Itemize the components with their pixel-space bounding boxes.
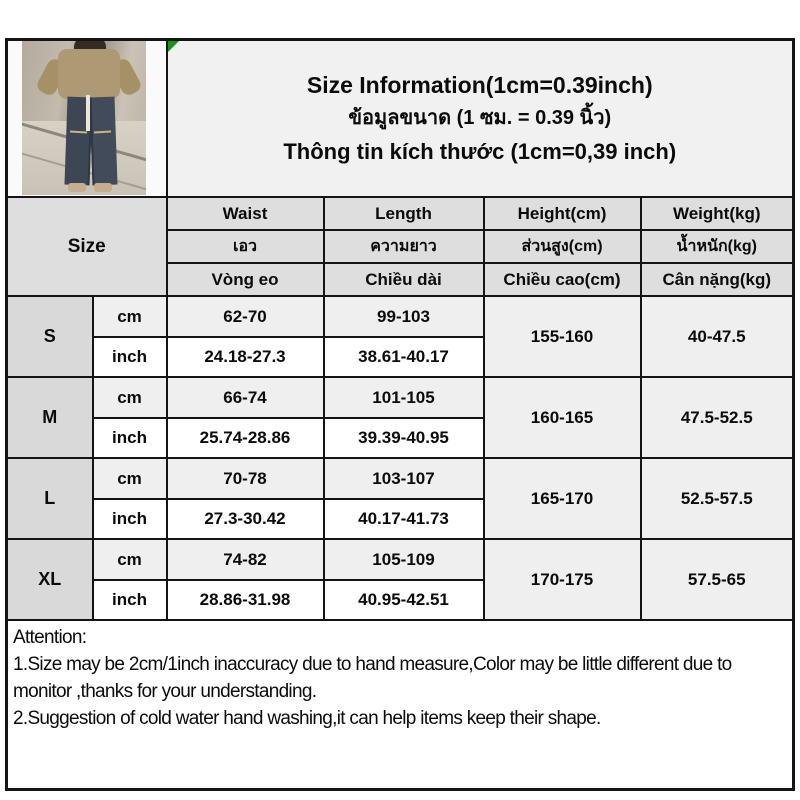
unit-label-cm: cm <box>93 539 167 580</box>
waist-header-th: เอว <box>167 230 324 263</box>
xl-waist-inch: 28.86-31.98 <box>167 580 324 620</box>
size-column-header: Size <box>7 197 167 296</box>
model-sweater <box>58 49 120 99</box>
product-photo-cell <box>7 40 167 198</box>
table-row-s-cm <box>7 296 794 337</box>
l-length-inch: 40.17-41.73 <box>324 499 484 539</box>
s-waist-inch: 24.18-27.3 <box>167 337 324 377</box>
unit-label-inch: inch <box>93 580 167 620</box>
size-label-l: L <box>7 458 93 539</box>
height-header-th: ส่วนสูง(cm) <box>484 230 641 263</box>
length-header-en: Length <box>324 197 484 230</box>
table-row-m-cm <box>7 377 794 418</box>
size-label-xl: XL <box>7 539 93 620</box>
model-jeans-right-leg <box>89 97 117 186</box>
product-photo <box>22 40 146 196</box>
xl-length-cm: 105-109 <box>324 539 484 580</box>
l-length-cm: 103-107 <box>324 458 484 499</box>
title-thai: ข้อมูลขนาด (1 ซม. = 0.39 นิ้ว) <box>348 107 612 129</box>
waist-header-en: Waist <box>167 197 324 230</box>
weight-header-en: Weight(kg) <box>641 197 794 230</box>
xl-weight: 57.5-65 <box>641 539 794 620</box>
s-waist-cm: 62-70 <box>167 296 324 337</box>
unit-label-cm: cm <box>93 458 167 499</box>
model-shoe-left <box>68 183 86 192</box>
unit-label-inch: inch <box>93 499 167 539</box>
m-waist-inch: 25.74-28.86 <box>167 418 324 458</box>
attention-row <box>7 620 794 790</box>
xl-waist-cm: 74-82 <box>167 539 324 580</box>
header-row-english <box>7 197 794 230</box>
table-row-l-cm <box>7 458 794 499</box>
title-cell <box>167 40 794 198</box>
s-weight: 40-47.5 <box>641 296 794 377</box>
size-label-m: M <box>7 377 93 458</box>
unit-label-cm: cm <box>93 377 167 418</box>
m-height: 160-165 <box>484 377 641 458</box>
attention-note-1: 1.Size may be 2cm/1inch inaccuracy due to hand measure,Color may be little different due to monitor ,thanks for your understanding. <box>13 654 732 702</box>
title-english: Size Information(1cm=0.39inch) <box>306 72 653 98</box>
weight-header-th: น้ำหนัก(kg) <box>641 230 794 263</box>
model-shoe-right <box>94 183 112 192</box>
l-waist-cm: 70-78 <box>167 458 324 499</box>
table-row-xl-cm <box>7 539 794 580</box>
s-length-cm: 99-103 <box>324 296 484 337</box>
height-header-en: Height(cm) <box>484 197 641 230</box>
l-height: 165-170 <box>484 458 641 539</box>
m-length-inch: 39.39-40.95 <box>324 418 484 458</box>
l-weight: 52.5-57.5 <box>641 458 794 539</box>
unit-label-cm: cm <box>93 296 167 337</box>
xl-length-inch: 40.95-42.51 <box>324 580 484 620</box>
weight-header-vi: Cân nặng(kg) <box>641 263 794 296</box>
green-corner-flag-icon <box>168 41 179 52</box>
s-length-inch: 38.61-40.17 <box>324 337 484 377</box>
length-header-th: ความยาว <box>324 230 484 263</box>
height-header-vi: Chiều cao(cm) <box>484 263 641 296</box>
m-weight: 47.5-52.5 <box>641 377 794 458</box>
size-label-s: S <box>7 296 93 377</box>
s-height: 155-160 <box>484 296 641 377</box>
attention-cell <box>7 620 794 790</box>
title-row <box>7 40 794 198</box>
xl-height: 170-175 <box>484 539 641 620</box>
title-vietnamese: Thông tin kích thước (1cm=0,39 inch) <box>283 139 677 164</box>
attention-heading: Attention: <box>13 627 87 648</box>
unit-label-inch: inch <box>93 418 167 458</box>
m-waist-cm: 66-74 <box>167 377 324 418</box>
size-information-table <box>5 38 795 791</box>
length-header-vi: Chiều dài <box>324 263 484 296</box>
m-length-cm: 101-105 <box>324 377 484 418</box>
waist-header-vi: Vòng eo <box>167 263 324 296</box>
model-drawstring-belt <box>86 95 90 131</box>
l-waist-inch: 27.3-30.42 <box>167 499 324 539</box>
unit-label-inch: inch <box>93 337 167 377</box>
attention-note-2: 2.Suggestion of cold water hand washing,it can help items keep their shape. <box>13 708 601 729</box>
